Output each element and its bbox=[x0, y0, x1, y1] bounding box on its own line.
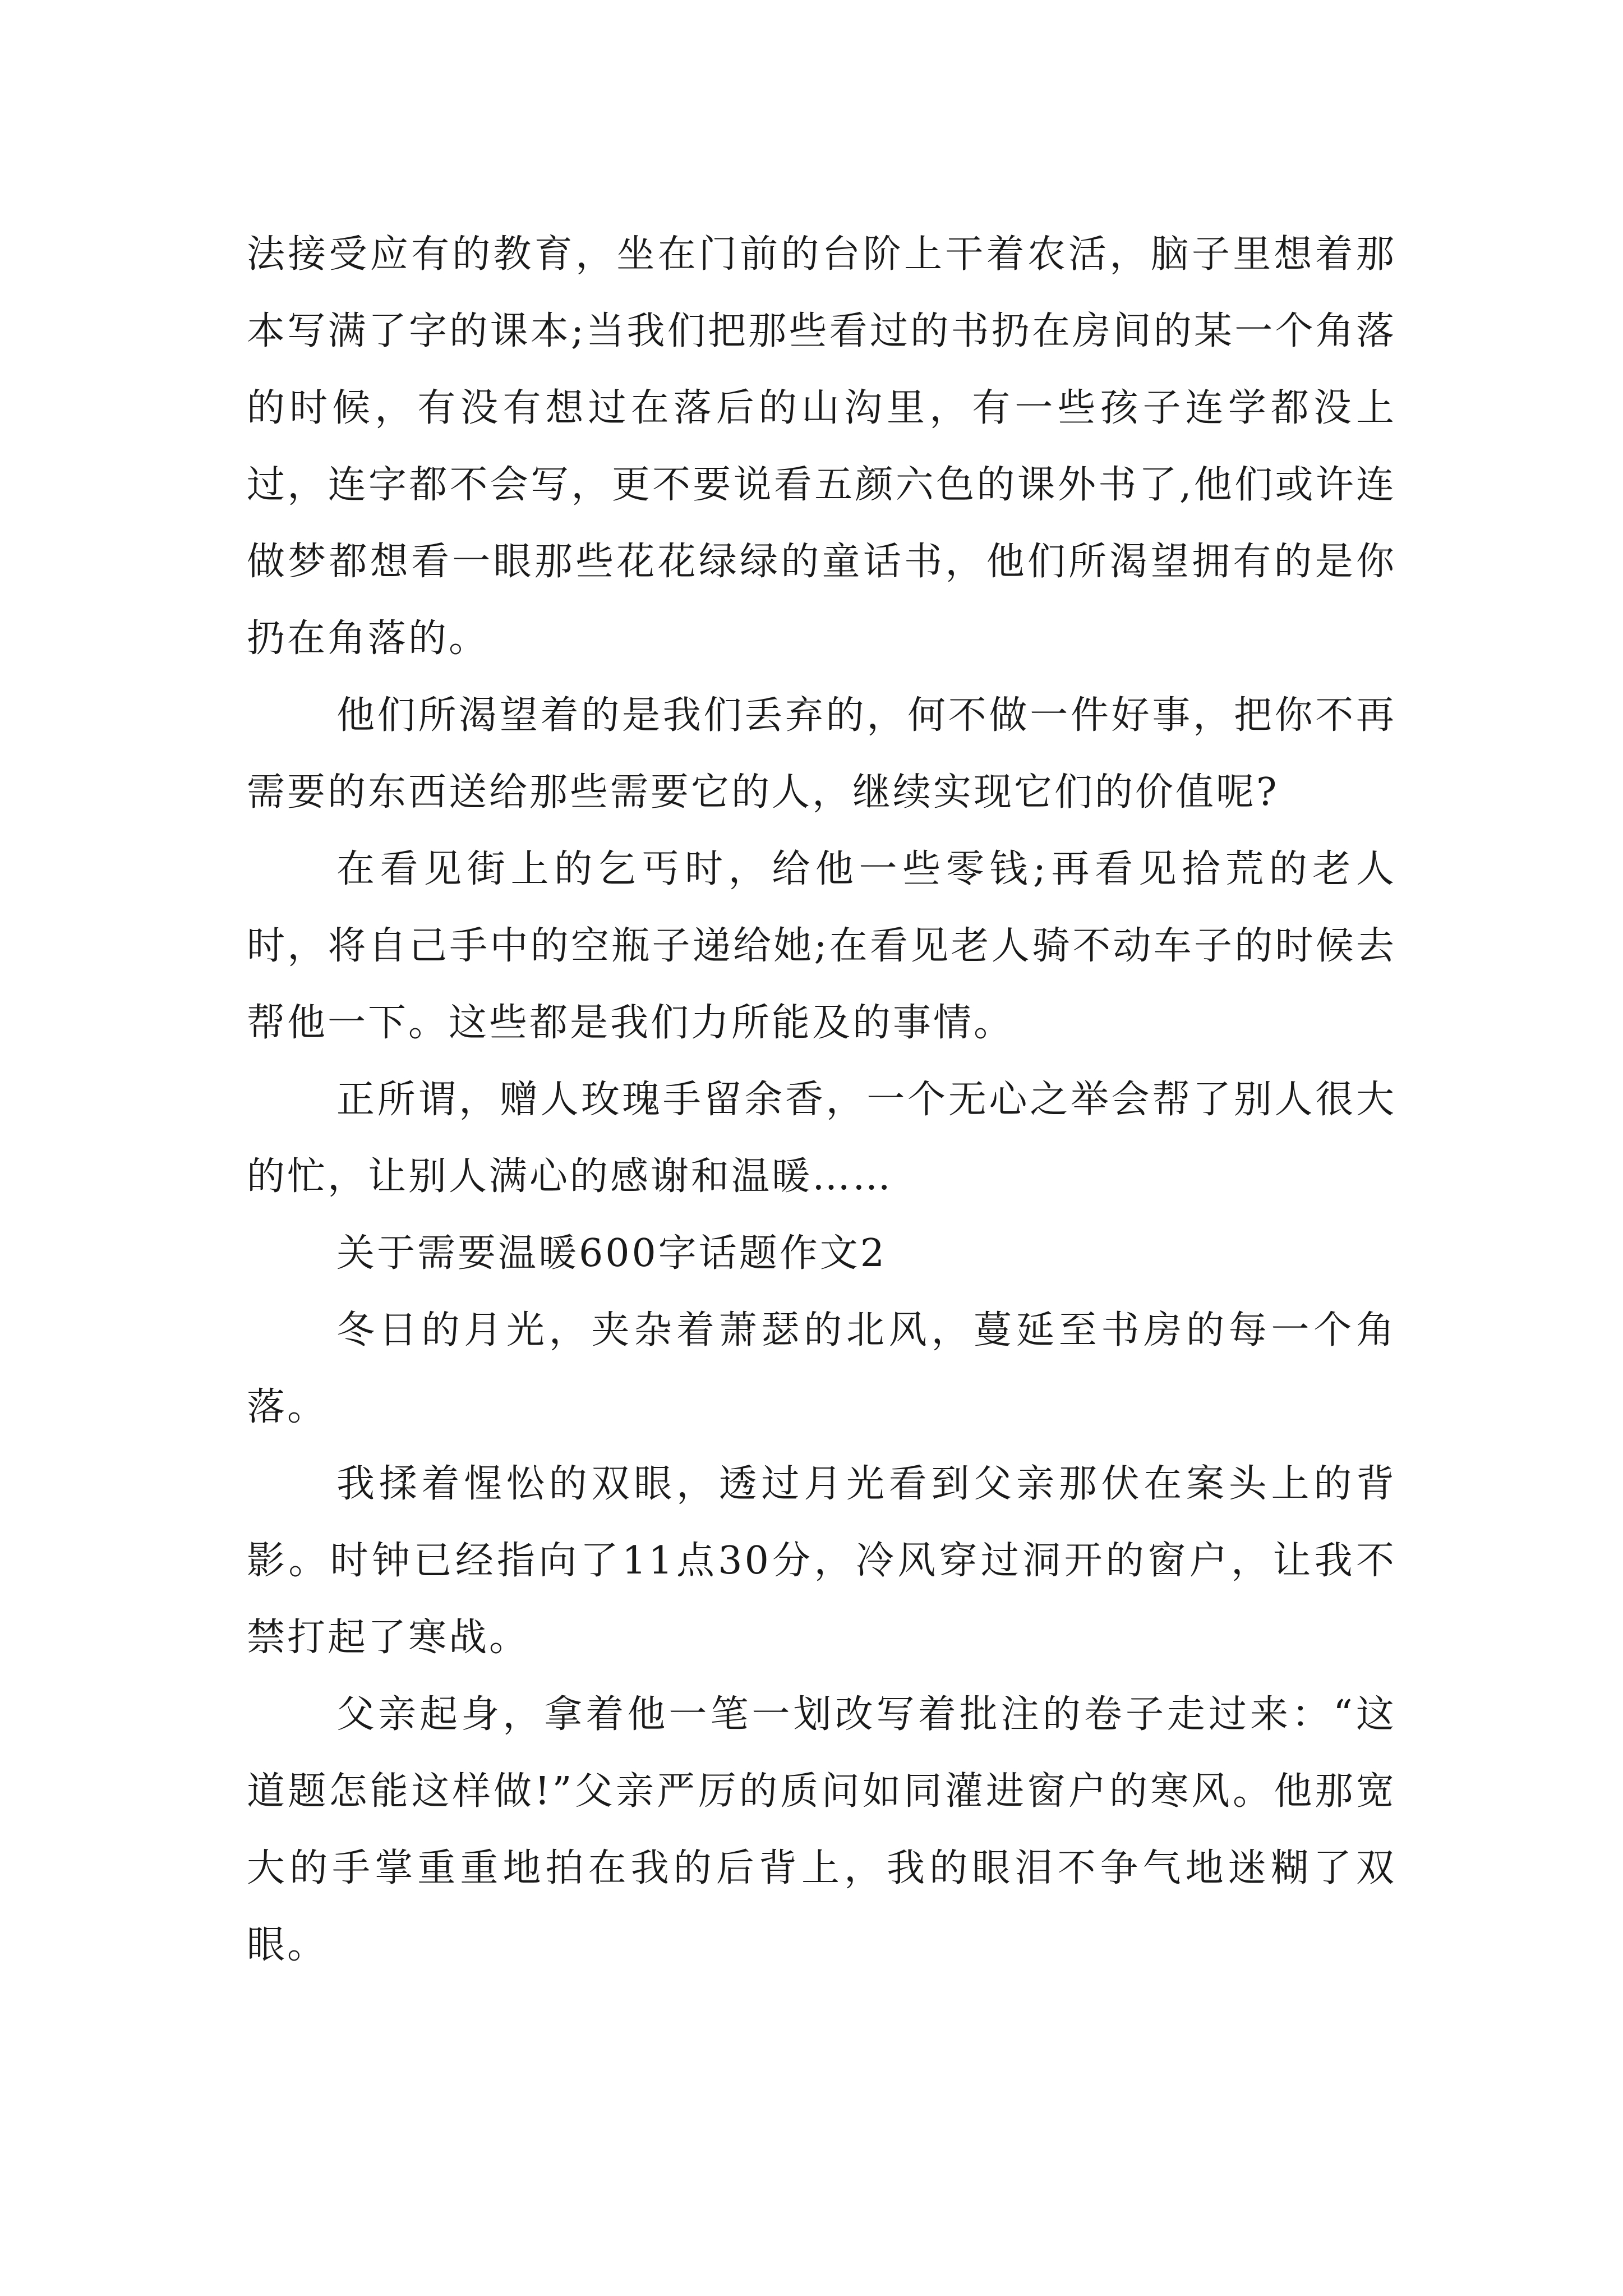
paragraph: 他们所渴望着的是我们丢弃的，何不做一件好事，把你不再需要的东西送给那些需要它的人，继续实现它们的价值呢? bbox=[247, 693, 1396, 815]
paragraph: 我揉着惺忪的双眼，透过月光看到父亲那伏在案头上的背影。时钟已经指向了11点30分，冷风穿过洞开的窗户，让我不禁打起了寒战。 bbox=[247, 1462, 1396, 1660]
paragraph: 正所谓，赠人玫瑰手留余香，一个无心之举会帮了别人很大的忙，让别人满心的感谢和温暖…… bbox=[247, 1078, 1396, 1199]
paragraph: 父亲起身，拿着他一笔一划改写着批注的卷子走过来：“这道题怎能这样做!”父亲严厉的质问如同灌进窗户的寒风。他那宽大的手掌重重地拍在我的后背上，我的眼泪不争气地迷糊了双眼。 bbox=[247, 1692, 1396, 1967]
document-body bbox=[247, 216, 1396, 1984]
paragraph: 冬日的月光，夹杂着萧瑟的北风，蔓延至书房的每一个角落。 bbox=[247, 1308, 1396, 1429]
section-heading: 关于需要温暖600字话题作文2 bbox=[336, 1231, 887, 1276]
paragraph: 在看见街上的乞丐时，给他一些零钱;再看见拾荒的老人时，将自己手中的空瓶子递给她;在看见老人骑不动车子的时候去帮他一下。这些都是我们力所能及的事情。 bbox=[247, 847, 1396, 1045]
paragraph-continued: 法接受应有的教育，坐在门前的台阶上干着农活，脑子里想着那本写满了字的课本;当我们把那些看过的书扔在房间的某一个角落的时候，有没有想过在落后的山沟里，有一些孩子连学都没上过，连字都不会写，更不要说看五颜六色的课外书了,他们或许连做梦都想看一眼那些花花绿绿的童话书，他们所渴望拥有的是你扔在角落的。 bbox=[247, 232, 1396, 661]
